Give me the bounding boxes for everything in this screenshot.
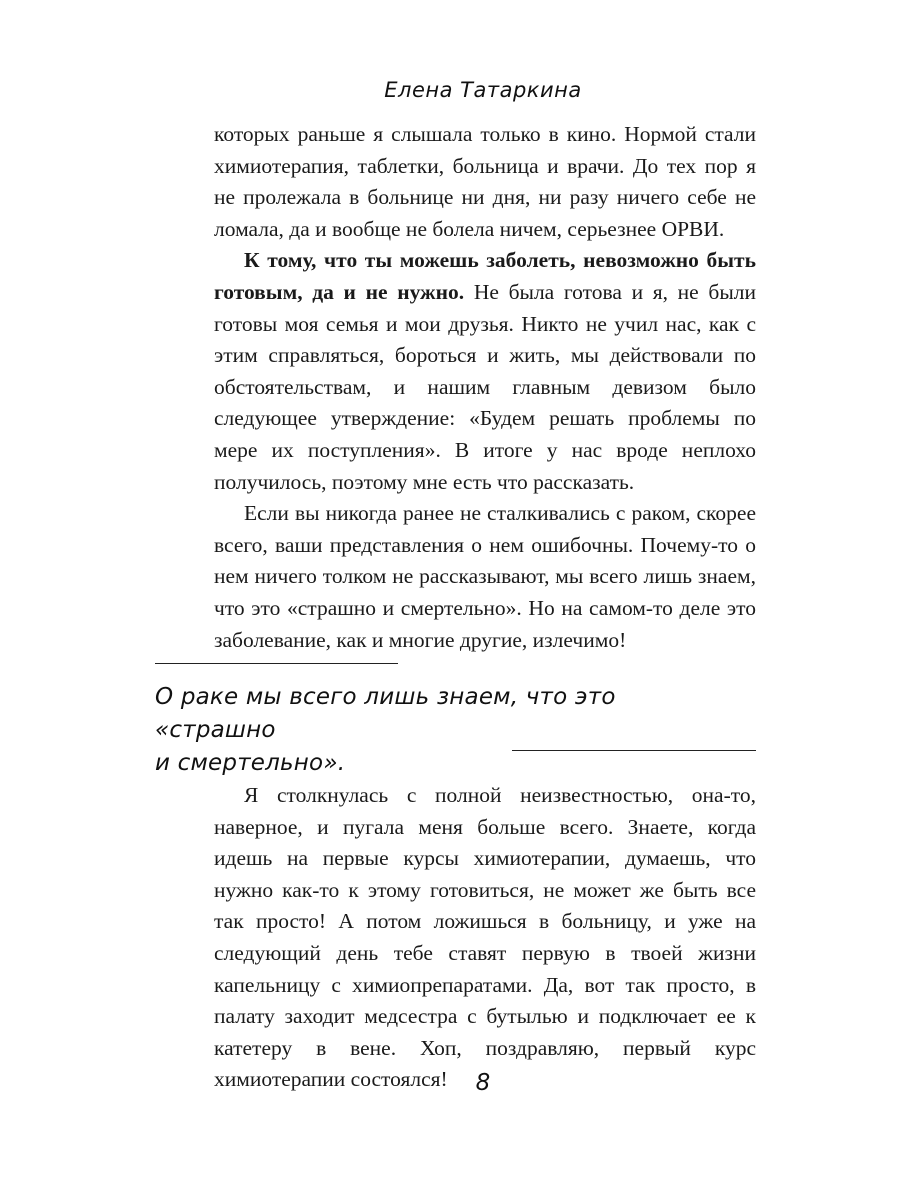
- running-head-author: Елена Татаркина: [384, 78, 582, 102]
- paragraph-unknown: Я столкнулась с полной неизвестностью, она-то, наверное, и пугала меня больше всего. Знаете, когда идешь на первые курсы химиотерапии, думаешь, что нужно как-то к этому готовиться, не может же быть все так просто! А потом ложишься в больницу, и уже на следующий день тебе ставят первую в твоей жизни капельницу с химиопрепаратами. Да, вот так просто, в палату заходит медсестра с бутылью и подключает ее к катетеру в вене. Хоп, поздравляю, первый курс химиотерапии состоялся!: [214, 783, 756, 1092]
- pull-quote-line-1: О раке мы всего лишь знаем, что это «страшно: [155, 684, 616, 743]
- pull-quote-line-2: и смертельно».: [155, 750, 346, 776]
- paragraph-readiness-rest: Не была готова и я, не были готовы моя семья и мои друзья. Никто не учил нас, как с этим справляться, бороться и жить, мы действовали по обстоятельствам, и нашим главным девизом было следующее утверждение: «Будем решать проблемы по мере их поступления». В итоге у нас вроде неплохо получилось, поэтому мне есть что рассказать.: [214, 279, 757, 494]
- pull-quote: [155, 681, 715, 780]
- page-number: 8: [475, 1070, 491, 1096]
- bold-statement: К тому, что ты можешь заболеть, невозможно быть готовым, да и не нужно.: [214, 248, 756, 304]
- paragraph-readiness: [214, 245, 756, 498]
- paragraph-continuation: которых раньше я слышала только в кино. Нормой стали химиотерапия, таблетки, больница и врачи. До тех пор я не пролежала в больнице ни дня, ни разу ничего себе не ломала, да и вообще не болела ничем, серьезнее ОРВИ.: [214, 122, 756, 241]
- text-block-bottom: [214, 780, 756, 1096]
- text-block-top: [214, 119, 756, 656]
- pull-quote-top-rule: [155, 663, 398, 664]
- pull-quote-bottom-rule: [512, 750, 756, 751]
- paragraph-misconceptions: Если вы никогда ранее не сталкивались с раком, скорее всего, ваши представления о нем ошибочны. Почему-то о нем ничего толком не рассказывают, мы всего лишь знаем, что это «страшно и смертельно». Но на самом-то деле это заболевание, как и многие другие, излечимо!: [214, 501, 756, 652]
